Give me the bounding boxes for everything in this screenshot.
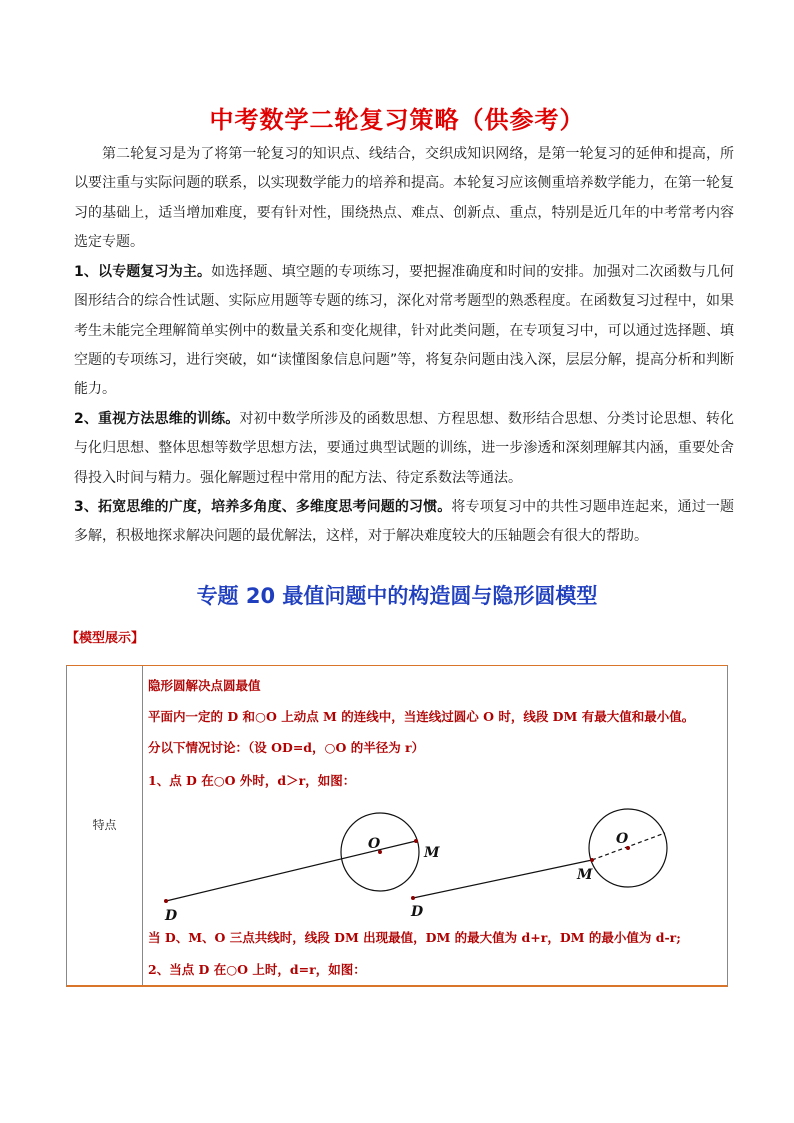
figure-2-label-o: O xyxy=(616,831,629,847)
geometry-figures xyxy=(143,791,703,926)
figure-2-segment-dm xyxy=(413,860,592,898)
section-label: 【模型展示】 xyxy=(66,631,145,646)
table-line-1: 隐形圆解决点圆最值 xyxy=(148,678,261,693)
figure-1-label-m: M xyxy=(424,845,440,861)
point-1 xyxy=(74,258,734,404)
figure-1 xyxy=(164,813,440,924)
point-2-lead: 2、重视方法思维的训练。 xyxy=(74,411,240,427)
table-line-5: 当 D、M、O 三点共线时，线段 DM 出现最值，DM 的最大值为 d+r，DM 的最小值为 d-r; xyxy=(148,930,681,945)
figure-2-point-m xyxy=(590,858,594,862)
figure-2 xyxy=(410,809,667,920)
point-2 xyxy=(74,405,734,493)
point-3-body: 将专项复习中的共性习题串连起来，通过一题多解，积极地探求解决问题的最优解法，这样，对于解决难度较大的压轴题会有很大的帮助。 xyxy=(74,499,735,545)
figure-2-label-m: M xyxy=(577,867,593,883)
model-table xyxy=(66,665,728,987)
table-line-4: 1、点 D 在○O 外时，d＞r，如图： xyxy=(148,773,356,788)
table-line-2: 平面内一定的 D 和○O 上动点 M 的连线中，当连线过圆心 O 时，线段 DM 有最大值和最小值。 xyxy=(148,709,695,724)
figure-1-label-d: D xyxy=(165,908,178,924)
point-3 xyxy=(74,493,734,552)
point-2-body: 对初中数学所涉及的函数思想、方程思想、数形结合思想、分类讨论思想、转化与化归思想、整体思想等数学思想方法，要通过典型试题的训练，进一步渗透和深刻理解其内涵，重要处舍得投入时间与精力。强化解题过程中常用的配方法、待定系数法等通法。 xyxy=(74,411,734,486)
page-title: 中考数学二轮复习策略（供参考） xyxy=(209,106,585,134)
figure-1-label-o: O xyxy=(368,836,381,852)
point-1-lead: 1、以专题复习为主。 xyxy=(74,264,212,280)
topic-title: 专题 20 最值问题中的构造圆与隐形圆模型 xyxy=(196,584,598,608)
point-1-body: 如选择题、填空题的专项练习，要把握准确度和时间的安排。加强对二次函数与几何图形结合的综合性试题、实际应用题等专题的练习，深化对常考题型的熟悉程度。在函数复习过程中，如果考生未能完全理解简单实例中的数量关系和变化规律，针对此类问题，在专项复习中，可以通过选择题、填空题的专项练习，进行突破，如“读懂图象信息问题”等，将复杂问题由浅入深，层层分解，提高分析和判断能力。 xyxy=(74,264,734,398)
figure-1-point-d xyxy=(164,899,168,903)
point-3-lead: 3、拓宽思维的广度，培养多角度、多维度思考问题的习惯。 xyxy=(74,499,452,515)
table-left-label: 特点 xyxy=(92,818,117,832)
table-left-column xyxy=(67,666,143,985)
intro-paragraph: 第二轮复习是为了将第一轮复习的知识点、线结合，交织成知识网络，是第一轮复习的延伸和提高，所以要注重与实际问题的联系，以实现数学能力的培养和提高。本轮复习应该侧重培养数学能力，在第一轮复习的基础上，适当增加难度，要有针对性，围绕热点、难点、创新点、重点，特别是近几年的中考常考内容选定专题。 xyxy=(74,146,734,250)
table-line-6: 2、当点 D 在○O 上时，d=r，如图： xyxy=(148,962,366,977)
figure-2-point-d xyxy=(411,896,415,900)
table-line-3: 分以下情况讨论：（设 OD=d，○O 的半径为 r） xyxy=(148,740,425,755)
figure-1-point-m xyxy=(414,839,418,843)
figure-2-label-d: D xyxy=(411,904,424,920)
